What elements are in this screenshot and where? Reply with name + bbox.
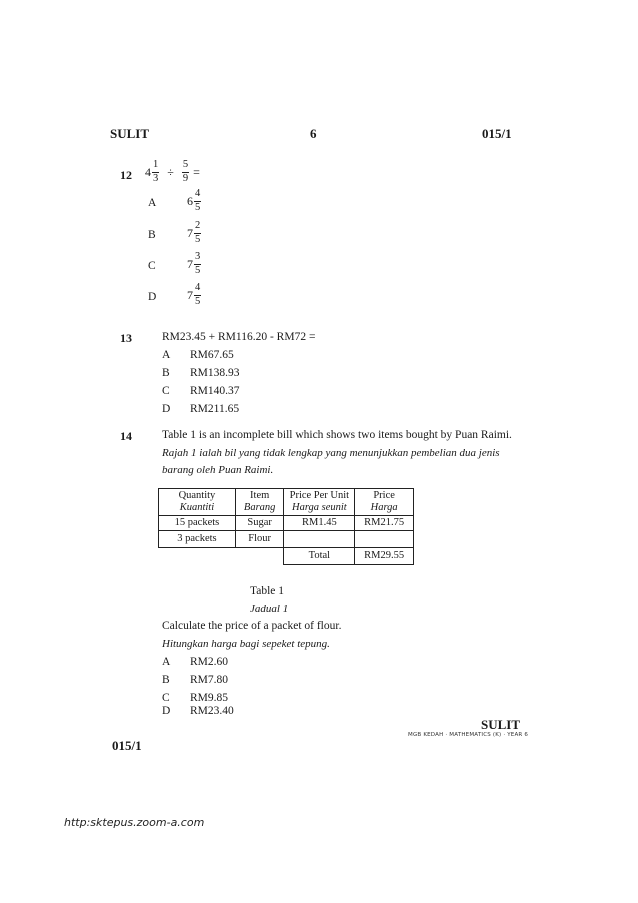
option-letter: D: [162, 403, 171, 415]
option-letter: C: [162, 692, 170, 704]
fraction: [182, 160, 189, 184]
option-letter: A: [162, 349, 171, 361]
header-ms: Barang: [243, 502, 276, 514]
mixed-number: [145, 160, 159, 184]
page-number: 6: [310, 126, 317, 141]
fraction: [194, 189, 201, 213]
whole-part: 7: [187, 256, 193, 271]
table-cell: RM1.45: [284, 516, 355, 531]
table-cell: Flour: [235, 531, 284, 548]
numerator: 4: [194, 283, 201, 296]
option-letter: D: [162, 705, 171, 717]
denominator: 5: [195, 264, 201, 276]
numerator: 4: [194, 189, 201, 202]
q13-option-b[interactable]: RM138.93: [190, 367, 240, 379]
header-ms: Kuantiti: [179, 502, 215, 514]
question-14-text-en: Table 1 is an incomplete bill which shows two items bought by Puan Raimi.: [162, 429, 512, 441]
table-cell: 15 packets: [159, 516, 236, 531]
blank-cell: [159, 548, 236, 565]
q13-option-a[interactable]: RM67.65: [190, 349, 234, 361]
footer-sulit: SULIT: [481, 717, 521, 732]
question-13-number: 13: [120, 331, 132, 345]
question-14-text-ms-2: barang oleh Puan Raimi.: [162, 464, 274, 476]
table-cell: Sugar: [235, 516, 284, 531]
total-value: RM29.55: [355, 548, 414, 565]
numerator: 3: [194, 252, 201, 265]
question-14-ask-en: Calculate the price of a packet of flour.: [162, 620, 342, 632]
table-header-cell: [159, 489, 236, 516]
fraction: [194, 221, 201, 245]
q14-option-c[interactable]: RM9.85: [190, 692, 229, 704]
question-12-expression: [145, 160, 200, 184]
table-row: [159, 516, 414, 531]
total-label: Total: [284, 548, 355, 565]
bill-table: [158, 488, 414, 565]
table-caption-en: Table 1: [250, 585, 285, 597]
header-en: Price Per Unit: [289, 490, 350, 501]
header-en: Quantity: [178, 490, 216, 501]
whole-part: 6: [187, 193, 193, 208]
blank-cell: [235, 548, 284, 565]
source-url[interactable]: http:sktepus.zoom-a.com: [64, 816, 205, 829]
numerator: 5: [182, 160, 189, 173]
option-letter: A: [148, 197, 157, 209]
header-ms: Harga seunit: [291, 502, 347, 514]
q14-option-a[interactable]: RM2.60: [190, 656, 229, 668]
option-letter: C: [148, 260, 156, 272]
table-header-row: [159, 489, 414, 516]
q12-option-d[interactable]: [187, 283, 201, 307]
option-letter: B: [148, 229, 156, 241]
q12-option-b[interactable]: [187, 221, 201, 245]
denominator: 5: [195, 201, 201, 213]
question-13-text: RM23.45 + RM116.20 - RM72 =: [162, 331, 316, 343]
table-cell: RM21.75: [355, 516, 414, 531]
question-14-text-ms-1: Rajah 1 ialah bil yang tidak lengkap yang menunjukkan pembelian dua jenis: [162, 447, 500, 459]
fraction: [152, 160, 159, 184]
denominator: 5: [195, 295, 201, 307]
whole-part: 7: [187, 225, 193, 240]
table-header-cell: [355, 489, 414, 516]
question-12-number: 12: [120, 168, 132, 182]
denominator: 9: [182, 172, 189, 184]
whole-part: 4: [145, 164, 151, 179]
denominator: 5: [195, 233, 201, 245]
table-caption-ms: Jadual 1: [250, 603, 289, 615]
table-cell: [284, 531, 355, 548]
footer-paper-code: 015/1: [112, 738, 142, 753]
numerator: 1: [152, 160, 159, 173]
numerator: 2: [194, 221, 201, 234]
header-en: Price: [373, 490, 395, 501]
header-sulit: SULIT: [110, 126, 150, 141]
table-header-cell: [235, 489, 284, 516]
q14-option-b[interactable]: RM7.80: [190, 674, 229, 686]
q12-option-c[interactable]: [187, 252, 201, 276]
footer-small-text: MGB KEDAH · MATHEMATICS (K) · YEAR 6: [408, 732, 529, 738]
option-letter: B: [162, 367, 170, 379]
fraction: [194, 283, 201, 307]
option-letter: B: [162, 674, 170, 686]
paper-code: 015/1: [482, 126, 512, 141]
question-14-ask-ms: Hitungkan harga bagi sepeket tepung.: [162, 638, 330, 650]
q13-option-c[interactable]: RM140.37: [190, 385, 240, 397]
option-letter: C: [162, 385, 170, 397]
q14-option-d[interactable]: RM23.40: [190, 705, 234, 717]
question-14-number: 14: [120, 429, 132, 443]
header-ms: Harga: [370, 502, 398, 514]
fraction: [194, 252, 201, 276]
header-en: Item: [250, 490, 270, 501]
table-cell: 3 packets: [159, 531, 236, 548]
divide-sign: ÷: [167, 164, 174, 179]
option-letter: A: [162, 656, 171, 668]
whole-part: 7: [187, 287, 193, 302]
table-total-row: [159, 548, 414, 565]
option-letter: D: [148, 291, 157, 303]
q12-option-a[interactable]: [187, 189, 201, 213]
table-header-cell: [284, 489, 355, 516]
table-cell: [355, 531, 414, 548]
equals-sign: =: [193, 164, 200, 179]
q13-option-d[interactable]: RM211.65: [190, 403, 240, 415]
denominator: 3: [153, 172, 159, 184]
table-row: [159, 531, 414, 548]
